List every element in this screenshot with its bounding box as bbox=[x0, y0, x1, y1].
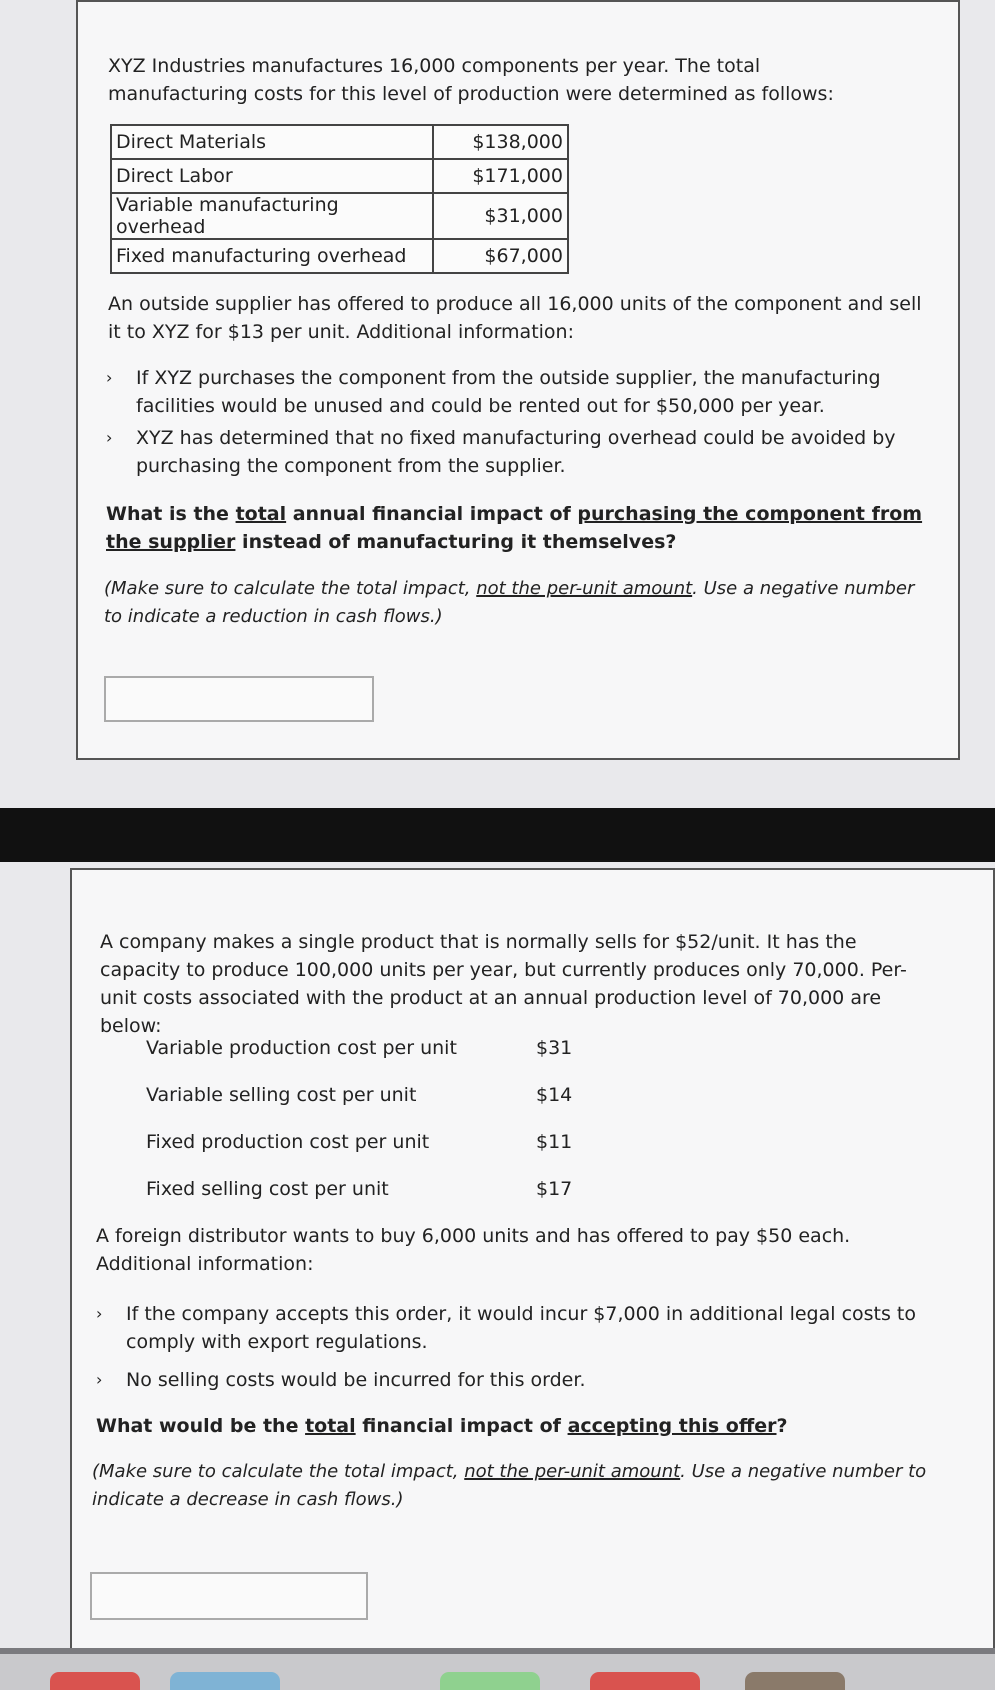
q2-cost-label: Variable selling cost per unit bbox=[146, 1084, 417, 1106]
q2-question bbox=[96, 1412, 946, 1440]
q1-question-part: annual financial impact of bbox=[286, 503, 578, 525]
list-item bbox=[106, 424, 896, 480]
list-item bbox=[96, 1366, 926, 1394]
q1-question-part: What is the bbox=[106, 503, 236, 525]
cost-amount: $171,000 bbox=[433, 159, 568, 193]
q2-bullet-text: If the company accepts this order, it would incur $7,000 in additional legal costs to comply with export regulations. bbox=[126, 1303, 917, 1353]
q2-offer-text: A foreign distributor wants to buy 6,000 units and has offered to pay $50 each. Additional information: bbox=[96, 1225, 851, 1275]
table-row bbox=[111, 159, 568, 193]
q1-note-emphasis: not the per-unit amount bbox=[476, 578, 693, 599]
chevron-right-icon: › bbox=[96, 1370, 103, 1389]
q2-question-emphasis: total bbox=[305, 1415, 356, 1437]
q1-note-part: . Use a negative number to indicate a reduction in cash flows.) bbox=[104, 578, 915, 627]
separator-band bbox=[0, 808, 995, 862]
q1-question-emphasis: purchasing the component from the supplier bbox=[106, 503, 923, 553]
q1-offer-text: An outside supplier has offered to produce all 16,000 units of the component and sell it to XYZ for $13 per unit. Additional information: bbox=[108, 293, 922, 343]
q1-question-part: instead of manufacturing it themselves? bbox=[235, 531, 677, 553]
list-item bbox=[96, 1300, 926, 1356]
table-row bbox=[111, 125, 568, 159]
chevron-right-icon: › bbox=[106, 428, 113, 447]
cost-amount: $138,000 bbox=[433, 125, 568, 159]
q1-answer-input[interactable] bbox=[104, 676, 374, 722]
cost-label: Direct Materials bbox=[111, 125, 433, 159]
q1-question-emphasis: total bbox=[235, 503, 287, 525]
q2-cost-amount: $11 bbox=[536, 1131, 573, 1153]
cost-amount: $31,000 bbox=[433, 193, 568, 239]
app-tab[interactable] bbox=[590, 1672, 700, 1690]
q2-note-part: (Make sure to calculate the total impact, bbox=[92, 1461, 465, 1482]
chevron-right-icon: › bbox=[96, 1304, 103, 1323]
q1-question bbox=[106, 500, 946, 556]
q1-bullet-text: XYZ has determined that no fixed manufacturing overhead could be avoided by purchasing the component from the supplier. bbox=[136, 427, 896, 477]
app-tab[interactable] bbox=[440, 1672, 540, 1690]
bottom-divider bbox=[0, 1648, 995, 1654]
table-row bbox=[111, 239, 568, 273]
q2-question-part: financial impact of bbox=[355, 1415, 568, 1437]
q2-question-part: What would be the bbox=[96, 1415, 306, 1437]
q2-question-emphasis: accepting this offer bbox=[567, 1415, 777, 1437]
q2-intro: A company makes a single product that is normally sells for $52/unit. It has the capacity to produce 100,000 units per year, but currently produces only 70,000. Per-unit costs associated with the product at an annual production level of 70,000 are below: bbox=[100, 931, 907, 1037]
q2-bullet-text: No selling costs would be incurred for this order. bbox=[126, 1369, 586, 1391]
chevron-right-icon: › bbox=[106, 368, 113, 387]
table-row bbox=[111, 193, 568, 239]
q1-bullet-text: If XYZ purchases the component from the outside supplier, the manufacturing facilities would be unused and could be rented out for $50,000 per year. bbox=[136, 367, 881, 417]
q2-question-part: ? bbox=[776, 1415, 788, 1437]
q2-cost-amount: $17 bbox=[536, 1178, 573, 1200]
q2-cost-amount: $31 bbox=[536, 1037, 573, 1059]
q1-instruction-note bbox=[104, 575, 934, 631]
cost-label: Fixed manufacturing overhead bbox=[111, 239, 433, 273]
q2-cost-label: Fixed selling cost per unit bbox=[146, 1178, 389, 1200]
q1-intro: XYZ Industries manufactures 16,000 components per year. The total manufacturing costs for this level of production were determined as follows: bbox=[108, 55, 834, 105]
q2-note-emphasis: not the per-unit amount bbox=[464, 1461, 681, 1482]
app-tab[interactable] bbox=[745, 1672, 845, 1690]
q2-cost-amount: $14 bbox=[536, 1084, 573, 1106]
q2-note-part: . Use a negative number to indicate a decrease in cash flows.) bbox=[92, 1461, 927, 1510]
q1-note-part: (Make sure to calculate the total impact, bbox=[104, 578, 477, 599]
q2-instruction-note bbox=[92, 1458, 942, 1514]
list-item bbox=[106, 364, 896, 420]
cost-label: Direct Labor bbox=[111, 159, 433, 193]
app-tab[interactable] bbox=[170, 1672, 280, 1690]
q2-cost-label: Variable production cost per unit bbox=[146, 1037, 457, 1059]
cost-amount: $67,000 bbox=[433, 239, 568, 273]
app-tab[interactable] bbox=[50, 1672, 140, 1690]
q1-cost-table bbox=[110, 124, 569, 274]
q2-cost-label: Fixed production cost per unit bbox=[146, 1131, 430, 1153]
q2-answer-input[interactable] bbox=[90, 1572, 368, 1620]
cost-label: Variable manufacturing overhead bbox=[111, 193, 433, 239]
